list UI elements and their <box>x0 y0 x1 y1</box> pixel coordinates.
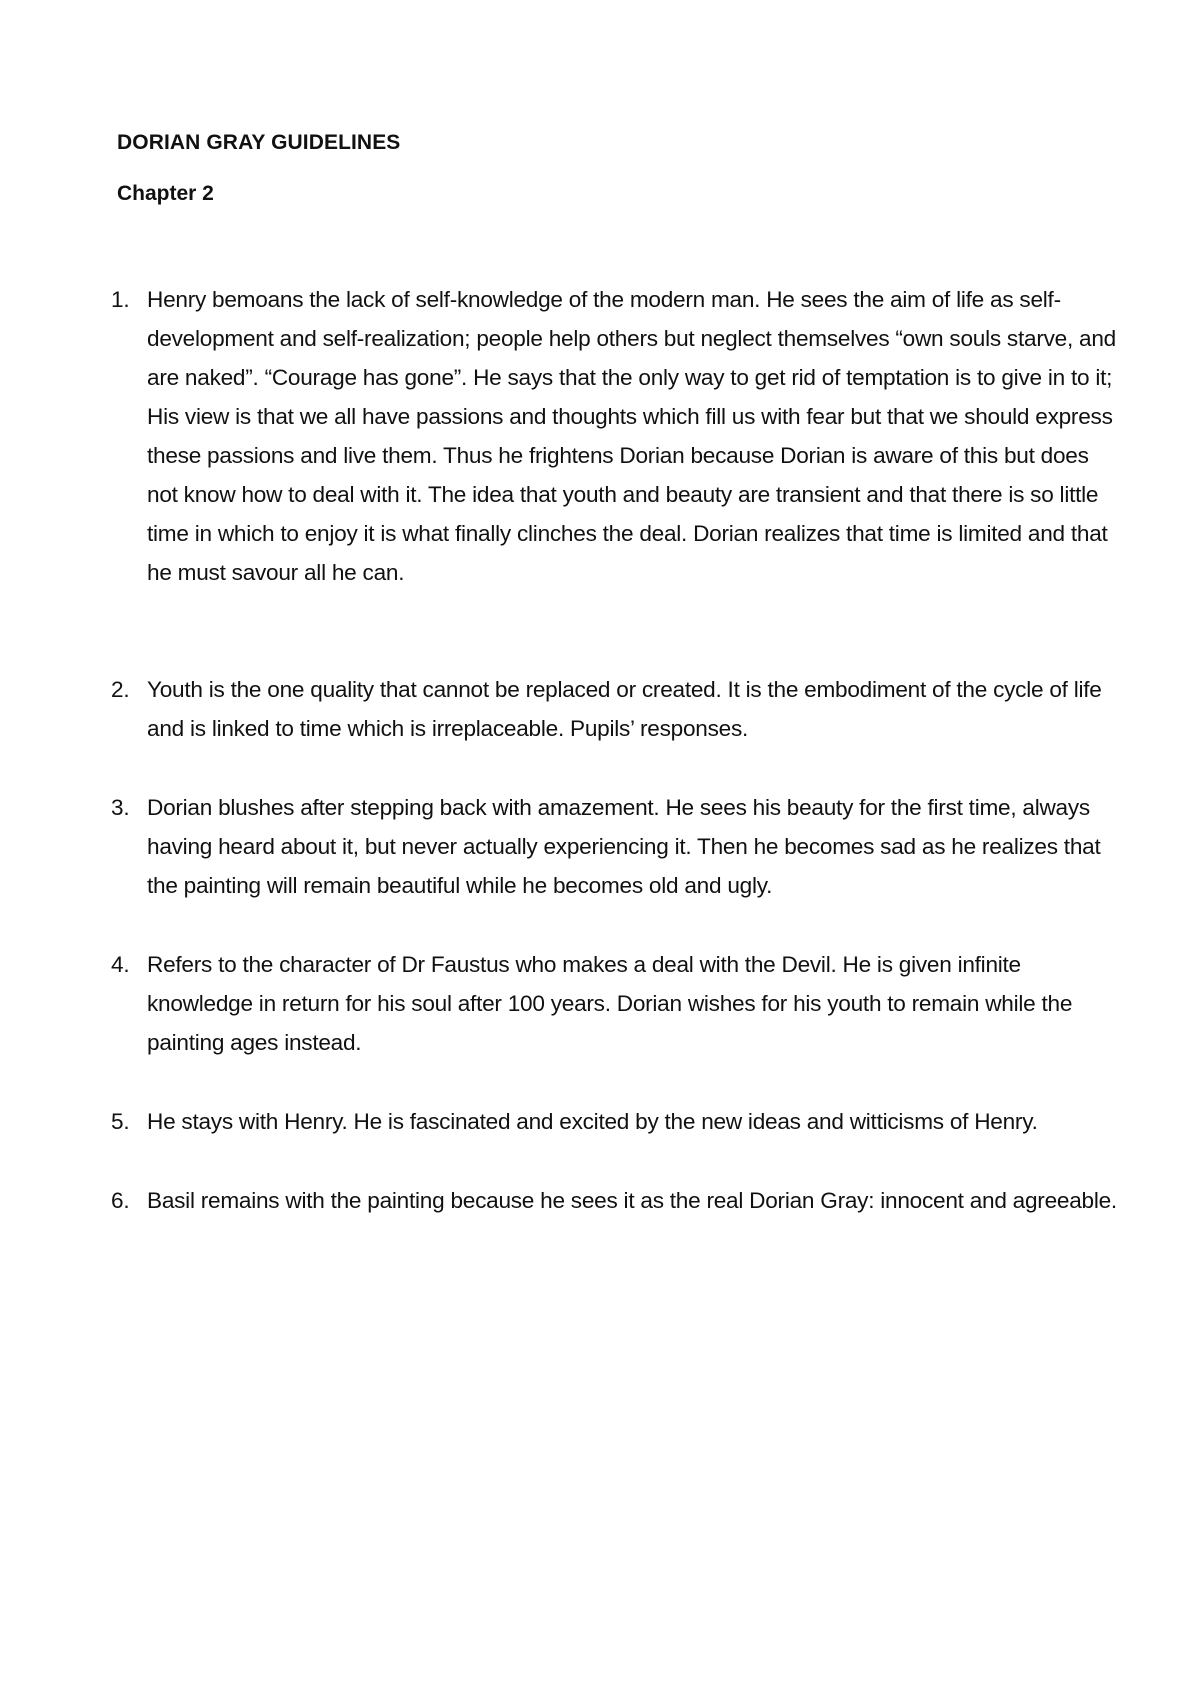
list-item-number: 1. <box>111 287 130 312</box>
list-item <box>111 945 1121 1062</box>
list-item-text: Henry bemoans the lack of self-knowledge of the modern man. He sees the aim of life as self-development and self-realization; people help others but neglect themselves “own souls starve, and are naked”. “Courage has gone”. He says that the only way to get rid of temptation is to give in to it; His view is that we all have passions and thoughts which fill us with fear but that we should express these passions and live them. Thus he frightens Dorian because Dorian is aware of this but does not know how to deal with it. The idea that youth and beauty are transient and that there is so little time in which to enjoy it is what finally clinches the deal. Dorian realizes that time is limited and that he must savour all he can. <box>147 287 1116 585</box>
list-item <box>111 670 1121 748</box>
list-item <box>111 280 1121 592</box>
list-item-number: 4. <box>111 952 130 977</box>
list-item-number: 6. <box>111 1188 130 1213</box>
list-item-text: Refers to the character of Dr Faustus who makes a deal with the Devil. He is given infinite knowledge in return for his soul after 100 years. Dorian wishes for his youth to remain while the painting ages instead. <box>147 952 1073 1055</box>
list-item-number: 3. <box>111 795 130 820</box>
list-item <box>111 1181 1121 1220</box>
list-item-text: Dorian blushes after stepping back with amazement. He sees his beauty for the first time, always having heard about it, but never actually experiencing it. Then he becomes sad as he realizes that the painting will remain beautiful while he becomes old and ugly. <box>147 795 1101 898</box>
list-item-text: Basil remains with the painting because he sees it as the real Dorian Gray: innocent and agreeable. <box>147 1188 1117 1213</box>
list-item-text: He stays with Henry. He is fascinated and excited by the new ideas and witticisms of Henry. <box>147 1109 1038 1134</box>
list-item-number: 5. <box>111 1109 130 1134</box>
list-item <box>111 788 1121 905</box>
answer-list <box>111 280 1121 1220</box>
list-item <box>111 1102 1121 1141</box>
document-title: DORIAN GRAY GUIDELINES <box>117 131 401 154</box>
list-item-number: 2. <box>111 677 130 702</box>
list-item-text: Youth is the one quality that cannot be replaced or created. It is the embodiment of the cycle of life and is linked to time which is irreplaceable. Pupils’ responses. <box>147 677 1102 741</box>
chapter-heading: Chapter 2 <box>117 182 214 205</box>
